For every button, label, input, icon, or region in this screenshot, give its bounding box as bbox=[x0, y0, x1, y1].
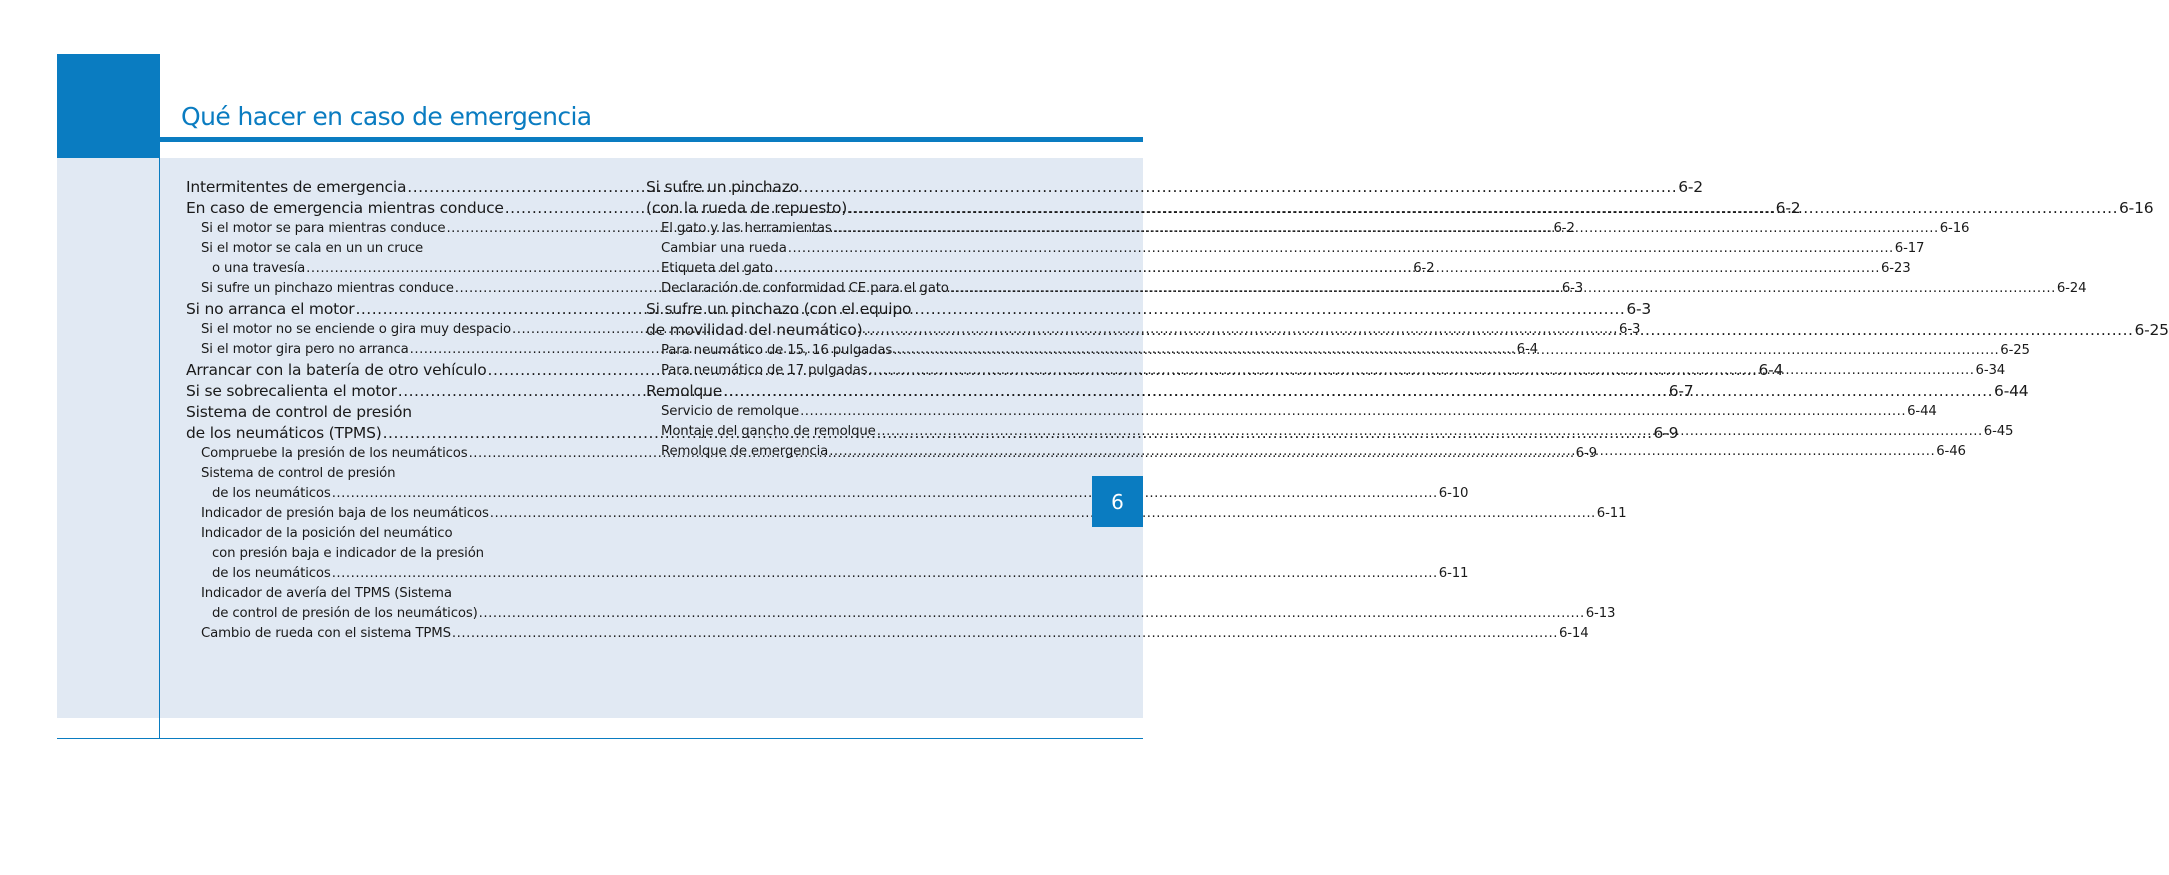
toc-page-number: 6-3 bbox=[1619, 322, 1641, 337]
toc-page-number: 6-11 bbox=[1438, 566, 1469, 581]
toc-entry-text: o una travesía bbox=[212, 261, 306, 276]
toc-page-number: 6-3 bbox=[1626, 300, 1652, 318]
toc-page-number: 6-2 bbox=[1413, 261, 1435, 276]
toc-page-number: 6-2 bbox=[1775, 199, 1801, 217]
toc-subentry[interactable] bbox=[646, 402, 1937, 422]
chapter-color-block bbox=[57, 54, 159, 158]
toc-entry-text: Compruebe la presión de los neumáticos bbox=[201, 446, 468, 461]
toc-entry-text: de movilidad del neumático) bbox=[646, 321, 863, 339]
vertical-divider bbox=[159, 54, 160, 738]
toc-subentry[interactable] bbox=[646, 259, 1911, 279]
toc-entry-text: (con la rueda de repuesto) bbox=[646, 199, 848, 217]
toc-page-number: 6-2 bbox=[1678, 178, 1703, 196]
toc-entry-text: Sistema de control de presión bbox=[186, 403, 412, 421]
dot-leader bbox=[950, 279, 2056, 299]
toc-page-number: 6-24 bbox=[2056, 281, 2087, 296]
toc-page-number: 6-7 bbox=[1668, 382, 1694, 400]
dot-leader bbox=[833, 219, 1939, 239]
toc-entry-text: Intermitentes de emergencia bbox=[186, 178, 407, 196]
toc-page-number: 6-4 bbox=[1758, 361, 1784, 379]
toc-entry-text: Remolque de emergencia bbox=[661, 444, 829, 459]
toc-entry-text: Indicador de avería del TPMS (Sistema bbox=[201, 586, 452, 601]
dot-leader bbox=[829, 442, 1935, 462]
toc-entry-text: Arrancar con la batería de otro vehículo bbox=[186, 361, 487, 379]
page-title: Qué hacer en caso de emergencia bbox=[181, 102, 592, 131]
toc-entry-text: Etiqueta del gato bbox=[661, 261, 773, 276]
toc-entry-text: Montaje del gancho de remolque bbox=[661, 424, 876, 439]
dot-leader bbox=[877, 422, 1983, 442]
toc-entry-text: Declaración de conformidad CE para el gato bbox=[661, 281, 949, 296]
toc-entry-text: de control de presión de los neumáticos) bbox=[212, 606, 478, 621]
toc-entry[interactable] bbox=[186, 402, 600, 423]
toc-page-number: 6-44 bbox=[1994, 382, 2029, 400]
side-margin-panel bbox=[57, 158, 159, 718]
toc-subentry[interactable] bbox=[186, 239, 600, 259]
toc-subentry[interactable] bbox=[186, 624, 1589, 644]
bottom-rule bbox=[57, 738, 1143, 739]
toc-entry-text: Sistema de control de presión bbox=[201, 466, 396, 481]
toc-page-number: 6-25 bbox=[2134, 321, 2169, 339]
toc-entry-text: Si el motor no se enciende o gira muy despacio bbox=[201, 322, 511, 337]
toc-entry-text: Cambio de rueda con el sistema TPMS bbox=[201, 626, 451, 641]
toc-subentry[interactable] bbox=[186, 564, 1469, 584]
toc-page-number: 6-44 bbox=[1907, 404, 1937, 419]
toc-subentry[interactable] bbox=[186, 484, 1469, 504]
toc-entry-text: Si sufre un pinchazo (con el equipo bbox=[646, 300, 912, 318]
toc-entry-text: de los neumáticos bbox=[212, 486, 331, 501]
dot-leader bbox=[452, 624, 1558, 644]
toc-page-number: 6-10 bbox=[1438, 486, 1469, 501]
dot-leader bbox=[479, 604, 1585, 624]
toc-subentry[interactable] bbox=[186, 544, 600, 564]
toc-entry-text: Cambiar una rueda bbox=[661, 241, 787, 256]
toc-entry-text: En caso de emergencia mientras conduce bbox=[186, 199, 504, 217]
toc-subentry[interactable] bbox=[186, 584, 600, 604]
toc-entry-text: Remolque bbox=[646, 382, 723, 400]
dot-leader bbox=[848, 198, 2118, 219]
toc-entry-text: Si el motor se para mientras conduce bbox=[201, 221, 446, 236]
toc-page-number: 6-2 bbox=[1553, 221, 1575, 236]
toc-entry-text: Indicador de la posición del neumático bbox=[201, 526, 453, 541]
toc-subentry[interactable] bbox=[646, 239, 1925, 259]
toc-page-number: 6-23 bbox=[1880, 261, 1911, 276]
toc-entry-text: El gato y las herramientas bbox=[661, 221, 832, 236]
toc-page-number: 6-46 bbox=[1936, 444, 1966, 459]
toc-entry-text: Si no arranca el motor bbox=[186, 300, 355, 318]
toc-page-number: 6-9 bbox=[1575, 446, 1597, 461]
dot-leader bbox=[774, 259, 1880, 279]
dot-leader bbox=[868, 361, 1974, 381]
toc-page-number: 6-14 bbox=[1558, 626, 1589, 641]
toc-page-number: 6-17 bbox=[1894, 241, 1925, 256]
toc-page-number: 6-45 bbox=[1983, 424, 2014, 439]
toc-page-number: 6-11 bbox=[1596, 506, 1627, 521]
toc-page-number: 6-9 bbox=[1653, 424, 1679, 442]
toc-entry-text: de los neumáticos (TPMS) bbox=[186, 424, 382, 442]
dot-leader bbox=[723, 381, 1993, 402]
toc-subentry[interactable] bbox=[186, 504, 1627, 524]
chapter-tab[interactable]: 6 bbox=[1092, 476, 1143, 527]
toc-entry-text: Si sufre un pinchazo mientras conduce bbox=[201, 281, 454, 296]
title-underline bbox=[160, 137, 1143, 142]
toc-entry-text: Servicio de remolque bbox=[661, 404, 800, 419]
toc-page-number: 6-25 bbox=[2000, 343, 2030, 358]
toc-entry-text: con presión baja e indicador de la presión bbox=[212, 546, 484, 561]
toc-entry-text: Para neumático de 17 pulgadas bbox=[661, 363, 868, 378]
toc-page-number: 6-13 bbox=[1585, 606, 1616, 621]
dot-leader bbox=[864, 320, 2134, 341]
toc-entry-text: de los neumáticos bbox=[212, 566, 331, 581]
toc-entry-text: Si el motor gira pero no arranca bbox=[201, 342, 409, 357]
toc-entry[interactable] bbox=[646, 177, 1061, 198]
dot-leader bbox=[332, 484, 1438, 504]
toc-page-number: 6-16 bbox=[2119, 199, 2154, 217]
dot-leader bbox=[800, 402, 1906, 422]
toc-entry-text: Si se sobrecalienta el motor bbox=[186, 382, 397, 400]
dot-leader bbox=[788, 239, 1894, 259]
toc-page-number: 6-16 bbox=[1939, 221, 1970, 236]
dot-leader bbox=[490, 504, 1596, 524]
dot-leader bbox=[893, 341, 1999, 361]
toc-entry-text: Si el motor se cala en un un cruce bbox=[201, 241, 424, 256]
toc-entry-text: Para neumático de 15, 16 pulgadas bbox=[661, 343, 893, 358]
toc-subentry[interactable] bbox=[186, 524, 600, 544]
toc-page-number: 6-4 bbox=[1516, 342, 1538, 357]
toc-entry-text: Indicador de presión baja de los neumáticos bbox=[201, 506, 489, 521]
toc-entry[interactable] bbox=[646, 299, 1061, 320]
toc-subentry[interactable] bbox=[186, 604, 1616, 624]
toc-page-number: 6-3 bbox=[1561, 281, 1584, 296]
toc-subentry[interactable] bbox=[186, 464, 600, 484]
toc-entry-text: Si sufre un pinchazo bbox=[646, 178, 799, 196]
dot-leader bbox=[332, 564, 1438, 584]
toc-page-number: 6-34 bbox=[1975, 363, 2006, 378]
